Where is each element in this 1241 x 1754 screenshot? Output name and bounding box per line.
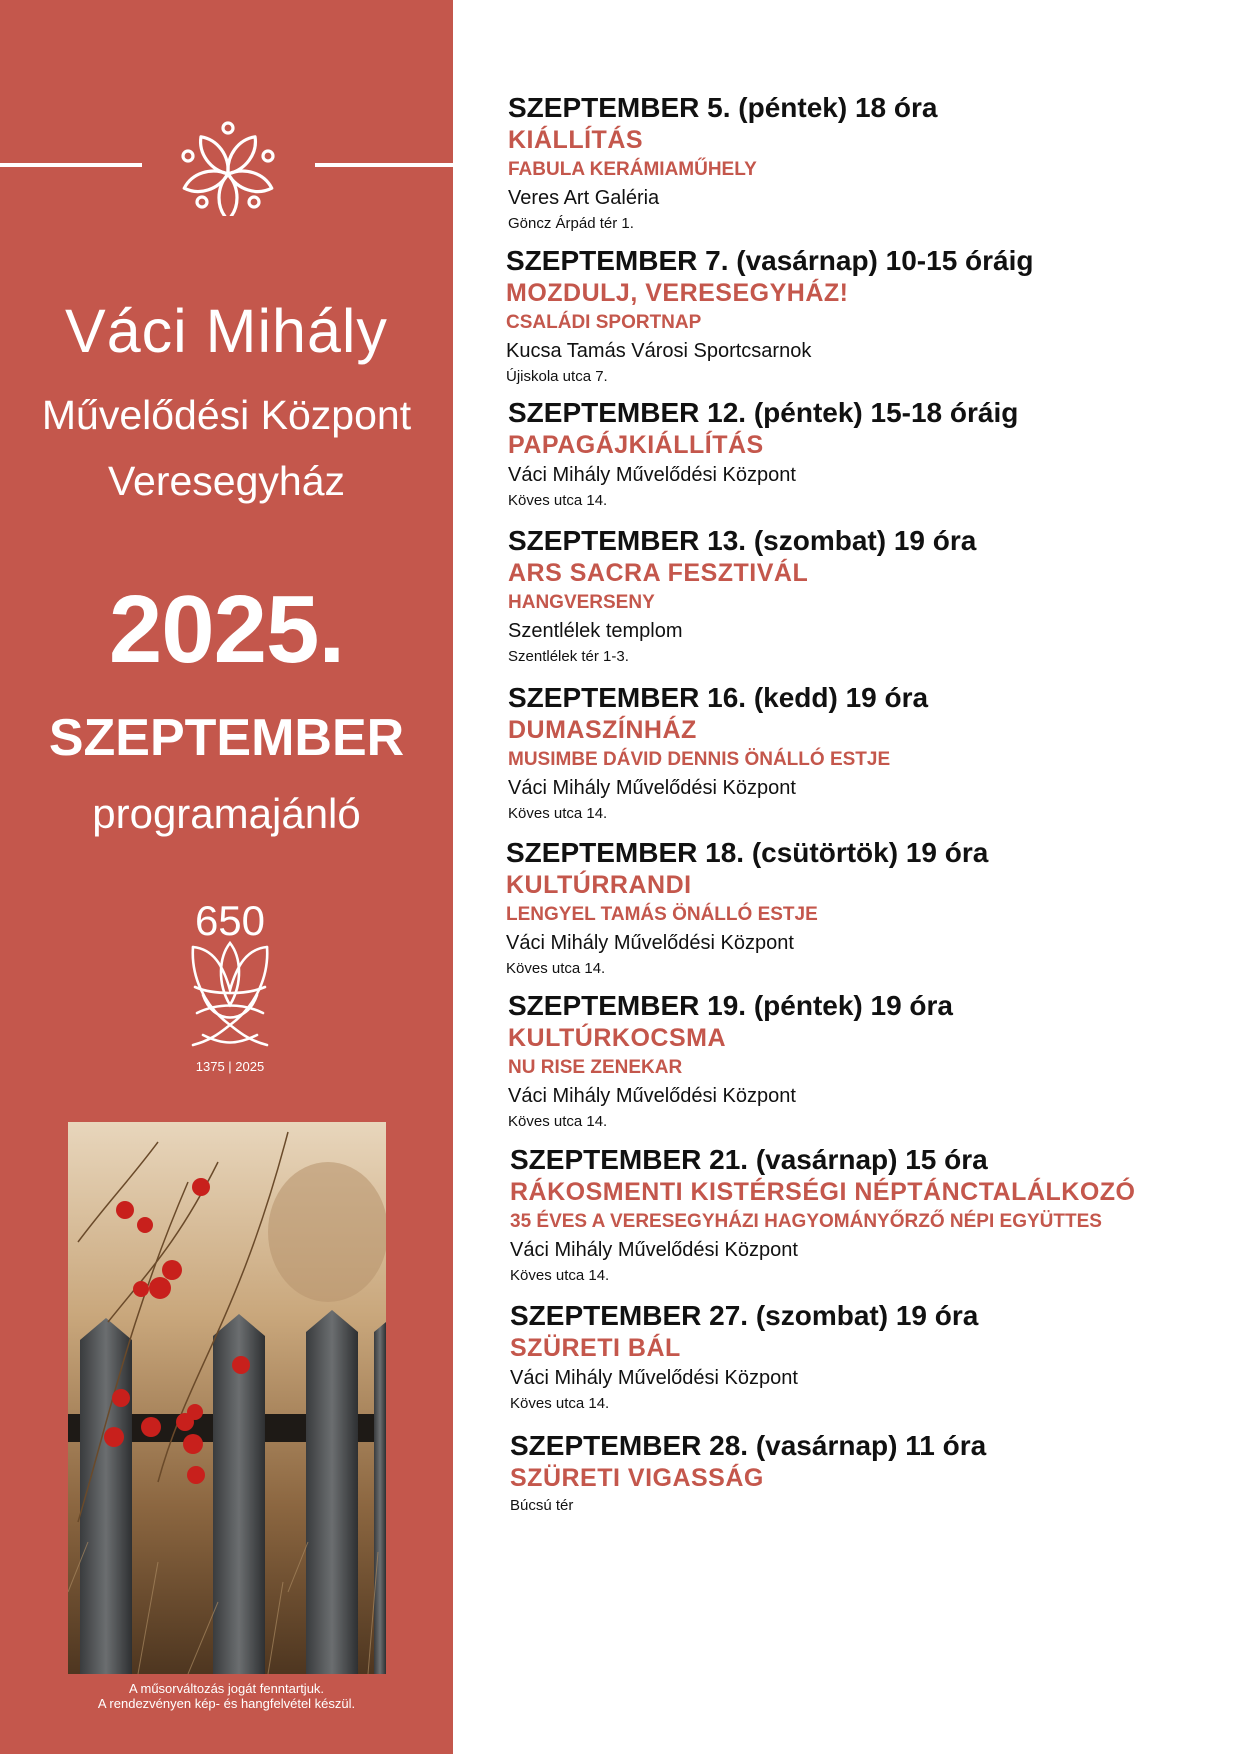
event-subtitle: HANGVERSENY [508, 592, 655, 613]
event-item [508, 397, 1228, 513]
event-title: ARS SACRA FESZTIVÁL [508, 559, 809, 587]
year-heading: 2025. [108, 576, 345, 683]
event-subtitle: NU RISE ZENEKAR [508, 1057, 683, 1078]
jubilee-number: 650 [194, 897, 266, 944]
flower-icon [178, 116, 278, 216]
event-venue: Váci Mihály Művelődési Központ [508, 464, 796, 486]
event-venue: Váci Mihály Művelődési Központ [506, 932, 794, 954]
jubilee-years: 1375 | 2025 [195, 1059, 265, 1074]
month-heading: SZEPTEMBER [48, 709, 405, 767]
event-title: KULTÚRRANDI [506, 871, 692, 899]
event-venue: Váci Mihály Művelődési Központ [510, 1239, 798, 1261]
event-subtitle: FABULA KERÁMIAMŰHELY [508, 159, 757, 180]
event-address: Köves utca 14. [510, 1395, 610, 1412]
event-subtitle: LENGYEL TAMÁS ÖNÁLLÓ ESTJE [506, 904, 818, 925]
event-item [510, 1144, 1230, 1288]
program-heading: programajánló [92, 790, 361, 837]
divider-right [315, 163, 453, 167]
event-title: KULTÚRKOCSMA [508, 1024, 727, 1052]
event-address: Köves utca 14. [510, 1267, 610, 1284]
event-item [508, 682, 1228, 826]
event-date: SZEPTEMBER 18. (csütörtök) 19 óra [506, 837, 989, 868]
event-address: Köves utca 14. [508, 1113, 608, 1130]
event-date: SZEPTEMBER 27. (szombat) 19 óra [510, 1300, 979, 1331]
event-address: Búcsú tér [510, 1497, 574, 1514]
event-venue: Veres Art Galéria [508, 187, 660, 209]
event-title: RÁKOSMENTI KISTÉRSÉGI NÉPTÁNCTALÁLKOZÓ [510, 1178, 1136, 1206]
event-item [508, 92, 1228, 236]
event-item [506, 245, 1226, 389]
rosehip-fence-photo [68, 1122, 386, 1674]
event-title: SZÜRETI VIGASSÁG [510, 1464, 764, 1492]
event-venue: Váci Mihály Művelődési Központ [510, 1367, 798, 1389]
event-date: SZEPTEMBER 7. (vasárnap) 10-15 óráig [506, 245, 1034, 276]
event-subtitle: CSALÁDI SPORTNAP [506, 312, 702, 333]
footer-note: A műsorváltozás jogát fenntartjuk. [128, 1681, 325, 1696]
event-date: SZEPTEMBER 19. (péntek) 19 óra [508, 990, 954, 1021]
footer-note: A rendezvényen kép- és hangfelvétel készül. [97, 1696, 356, 1711]
event-date: SZEPTEMBER 21. (vasárnap) 15 óra [510, 1144, 988, 1175]
event-venue: Váci Mihály Művelődési Központ [508, 777, 796, 799]
event-date: SZEPTEMBER 12. (péntek) 15-18 óráig [508, 397, 1019, 428]
event-date: SZEPTEMBER 13. (szombat) 19 óra [508, 525, 977, 556]
event-address: Köves utca 14. [508, 492, 608, 509]
org-subtitle: Művelődési Központ [41, 392, 412, 438]
event-address: Göncz Árpád tér 1. [508, 215, 634, 232]
event-title: PAPAGÁJKIÁLLÍTÁS [508, 431, 764, 459]
event-venue: Kucsa Tamás Városi Sportcsarnok [506, 340, 812, 362]
divider-left [0, 163, 142, 167]
event-date: SZEPTEMBER 28. (vasárnap) 11 óra [510, 1430, 987, 1461]
event-item [506, 837, 1226, 981]
event-subtitle: 35 ÉVES A VERESEGYHÁZI HAGYOMÁNYŐRZŐ NÉPI EGYÜTTES [510, 1211, 1102, 1232]
org-name: Váci Mihály [65, 297, 388, 365]
event-address: Köves utca 14. [506, 960, 606, 977]
event-item [510, 1430, 1230, 1518]
event-item [510, 1300, 1230, 1416]
event-title: KIÁLLÍTÁS [508, 126, 644, 154]
event-title: MOZDULJ, VERESEGYHÁZ! [506, 279, 849, 307]
event-venue: Váci Mihály Művelődési Központ [508, 1085, 796, 1107]
650-jubilee-logo-icon [183, 895, 277, 1075]
org-city: Veresegyház [107, 458, 346, 504]
event-venue: Szentlélek templom [508, 620, 683, 642]
event-title: SZÜRETI BÁL [510, 1334, 681, 1362]
event-item [508, 525, 1228, 669]
event-address: Újiskola utca 7. [506, 368, 608, 385]
sidebar [0, 0, 453, 1754]
event-item [508, 990, 1228, 1134]
event-address: Köves utca 14. [508, 805, 608, 822]
event-address: Szentlélek tér 1-3. [508, 648, 629, 665]
event-date: SZEPTEMBER 16. (kedd) 19 óra [508, 682, 929, 713]
event-subtitle: MUSIMBE DÁVID DENNIS ÖNÁLLÓ ESTJE [508, 749, 891, 770]
event-title: DUMASZÍNHÁZ [508, 716, 697, 744]
event-date: SZEPTEMBER 5. (péntek) 18 óra [508, 92, 938, 123]
